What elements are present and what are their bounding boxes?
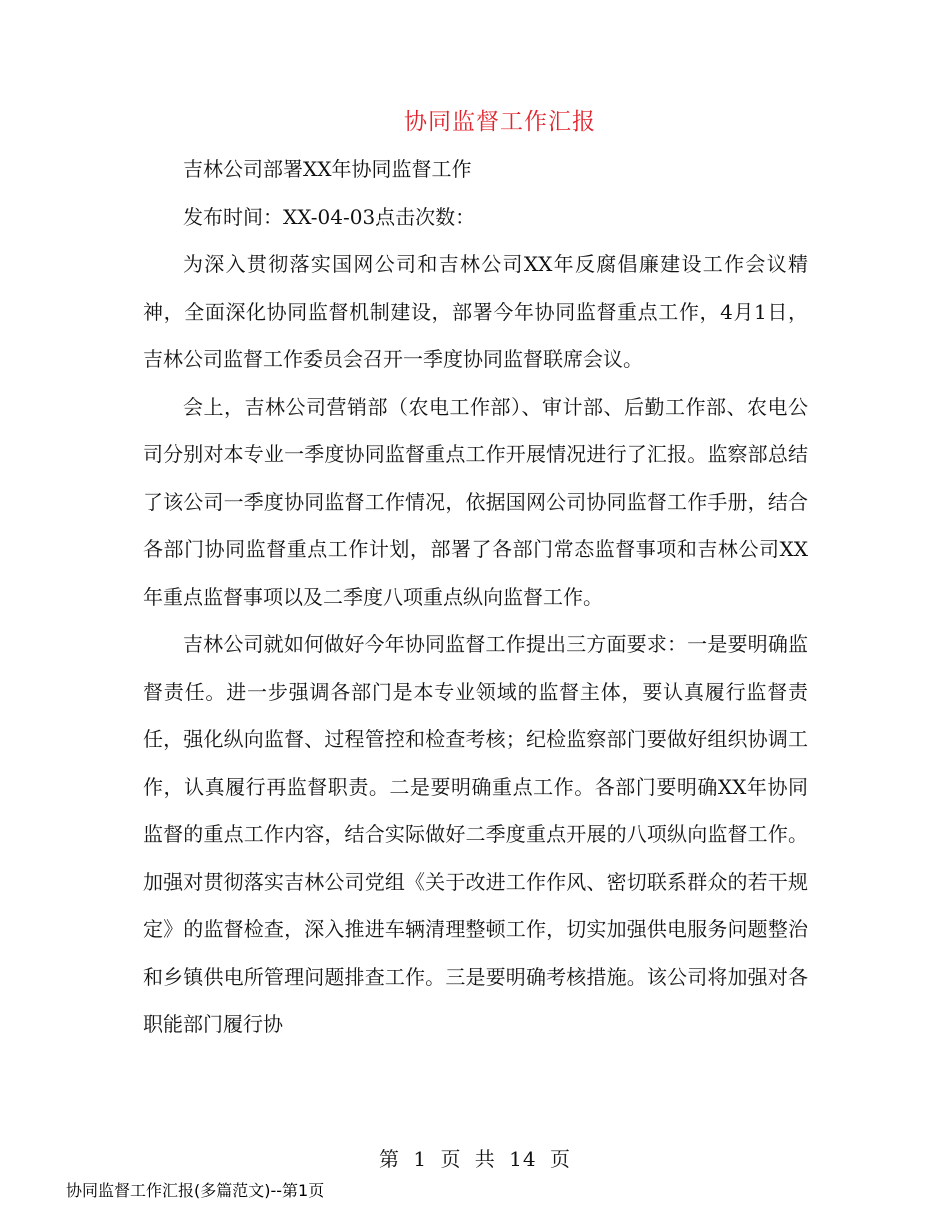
page-number: 第 1 页 共 14 页 — [379, 1147, 571, 1171]
paragraph-meeting: 会上，吉林公司营销部（农电工作部）、审计部、后勤工作部、农电公司分别对本专业一季度协同监督重点工作开展情况进行了汇报。监察部总结了该公司一季度协同监督工作情况，依据国网公司协同监督工作手册，结合各部门协同监督重点工作计划，部署了各部门常态监督事项和吉林公司XX年重点监督事项以及二季度八项重点纵向监督工作。 — [143, 394, 808, 609]
paragraph-intro: 为深入贯彻落实国网公司和吉林公司XX年反腐倡廉建设工作会议精神，全面深化协同监督机制建设，部署今年协同监督重点工作，4月1日，吉林公司监督工作委员会召开一季度协同监督联席会议。 — [143, 252, 808, 371]
page-footnote: 协同监督工作汇报(多篇范文)--第1页 — [66, 1181, 325, 1200]
paragraph-publish-info: 发布时间：XX-04-03点击次数： — [183, 204, 476, 229]
document-title: 协同监督工作汇报 — [404, 109, 596, 135]
paragraph-subtitle: 吉林公司部署XX年协同监督工作 — [183, 157, 472, 181]
document-body — [143, 146, 808, 1049]
paragraph-requirements: 吉林公司就如何做好今年协同监督工作提出三方面要求：一是要明确监督责任。进一步强调各部门是本专业领域的监督主体，要认真履行监督责任，强化纵向监督、过程管控和检查考核；纪检监察部门要做好组织协调工作，认真履行再监督职责。二是要明确重点工作。各部门要明确XX年协同监督的重点工作内容，结合实际做好二季度重点开展的八项纵向监督工作。加强对贯彻落实吉林公司党组《关于改进工作作风、密切联系群众的若干规定》的监督检查，深入推进车辆清理整顿工作，切实加强供电服务问题整治和乡镇供电所管理问题排查工作。三是要明确考核措施。该公司将加强对各职能部门履行协 — [143, 632, 808, 1036]
